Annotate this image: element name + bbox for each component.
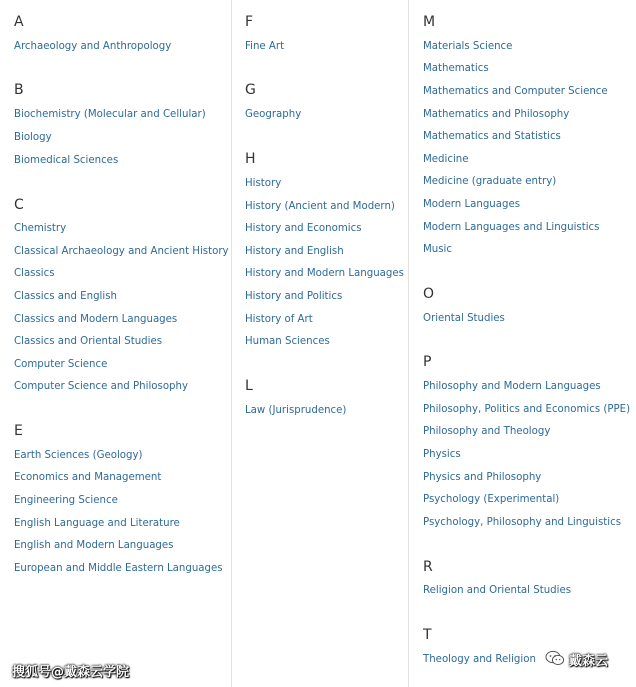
subject-link[interactable]: Materials Science [423,41,513,52]
subject-link[interactable]: Modern Languages and Linguistics [423,222,600,233]
subject-link[interactable]: History and Economics [245,223,362,234]
section-letter-a: A [14,14,24,30]
subject-link[interactable]: Psychology (Experimental) [423,494,560,505]
subject-link[interactable]: Philosophy and Theology [423,426,551,437]
subject-link[interactable]: History and Politics [245,291,343,302]
subject-link[interactable]: Geography [245,109,302,120]
section-letter-h: H [245,151,256,167]
subject-link[interactable]: Classics and English [14,291,117,302]
subject-link[interactable]: Fine Art [245,41,285,52]
subject-link[interactable]: European and Middle Eastern Languages [14,563,223,574]
subject-link[interactable]: Mathematics and Philosophy [423,109,570,120]
subject-link[interactable]: Engineering Science [14,495,118,506]
subject-link[interactable]: Psychology, Philosophy and Linguistics [423,517,622,528]
watermark-right: 戴森云 [569,654,609,669]
subject-link[interactable]: Physics [423,449,461,460]
subject-link[interactable]: History and Modern Languages [245,268,404,279]
subject-link[interactable]: Human Sciences [245,336,330,347]
subject-link[interactable]: Economics and Management [14,472,162,483]
section-letter-c: C [14,197,24,213]
section-letter-b: B [14,82,24,98]
subject-link[interactable]: History and English [245,246,344,257]
watermark-left: 搜狐号@戴森云学院 [12,665,130,680]
section-letter-o: O [423,286,435,302]
subject-link[interactable]: English Language and Literature [14,518,180,529]
section-letter-f: F [245,14,254,30]
wechat-icon [545,650,565,666]
column-divider [231,0,232,687]
section-letter-l: L [245,378,253,394]
subject-link[interactable]: Classical Archaeology and Ancient History [14,246,229,257]
subject-link[interactable]: Philosophy and Modern Languages [423,381,601,392]
subject-link[interactable]: Computer Science [14,359,108,370]
subject-link[interactable]: History (Ancient and Modern) [245,201,395,212]
section-letter-r: R [423,559,433,575]
subject-link[interactable]: Law (Jurisprudence) [245,405,347,416]
subject-link[interactable]: Oriental Studies [423,313,505,324]
subject-link[interactable]: Classics and Modern Languages [14,314,178,325]
subject-link[interactable]: Medicine (graduate entry) [423,176,557,187]
subject-link[interactable]: Chemistry [14,223,67,234]
subject-link[interactable]: Biology [14,132,52,143]
column-divider [408,0,409,687]
subject-link[interactable]: Music [423,244,452,255]
subject-link[interactable]: Theology and Religion [423,654,536,665]
subject-link[interactable]: History of Art [245,314,313,325]
subject-link[interactable]: Modern Languages [423,199,521,210]
section-letter-g: G [245,82,256,98]
section-letter-p: P [423,354,432,370]
subject-link[interactable]: History [245,178,282,189]
subject-link[interactable]: Mathematics and Statistics [423,131,561,142]
subject-link[interactable]: Mathematics [423,63,489,74]
subject-link[interactable]: Religion and Oriental Studies [423,585,572,596]
subject-link[interactable]: Biomedical Sciences [14,155,119,166]
subject-link[interactable]: Computer Science and Philosophy [14,381,189,392]
subject-link[interactable]: Classics [14,268,55,279]
subject-link[interactable]: Biochemistry (Molecular and Cellular) [14,109,206,120]
subject-link[interactable]: Philosophy, Politics and Economics (PPE) [423,404,631,415]
subject-link[interactable]: English and Modern Languages [14,540,174,551]
subject-link[interactable]: Archaeology and Anthropology [14,41,172,52]
section-letter-t: T [423,627,432,643]
subject-link[interactable]: Medicine [423,154,469,165]
section-letter-e: E [14,423,23,439]
subject-link[interactable]: Earth Sciences (Geology) [14,450,143,461]
subject-link[interactable]: Mathematics and Computer Science [423,86,608,97]
subject-link[interactable]: Classics and Oriental Studies [14,336,163,347]
section-letter-m: M [423,14,436,30]
subject-link[interactable]: Physics and Philosophy [423,472,542,483]
